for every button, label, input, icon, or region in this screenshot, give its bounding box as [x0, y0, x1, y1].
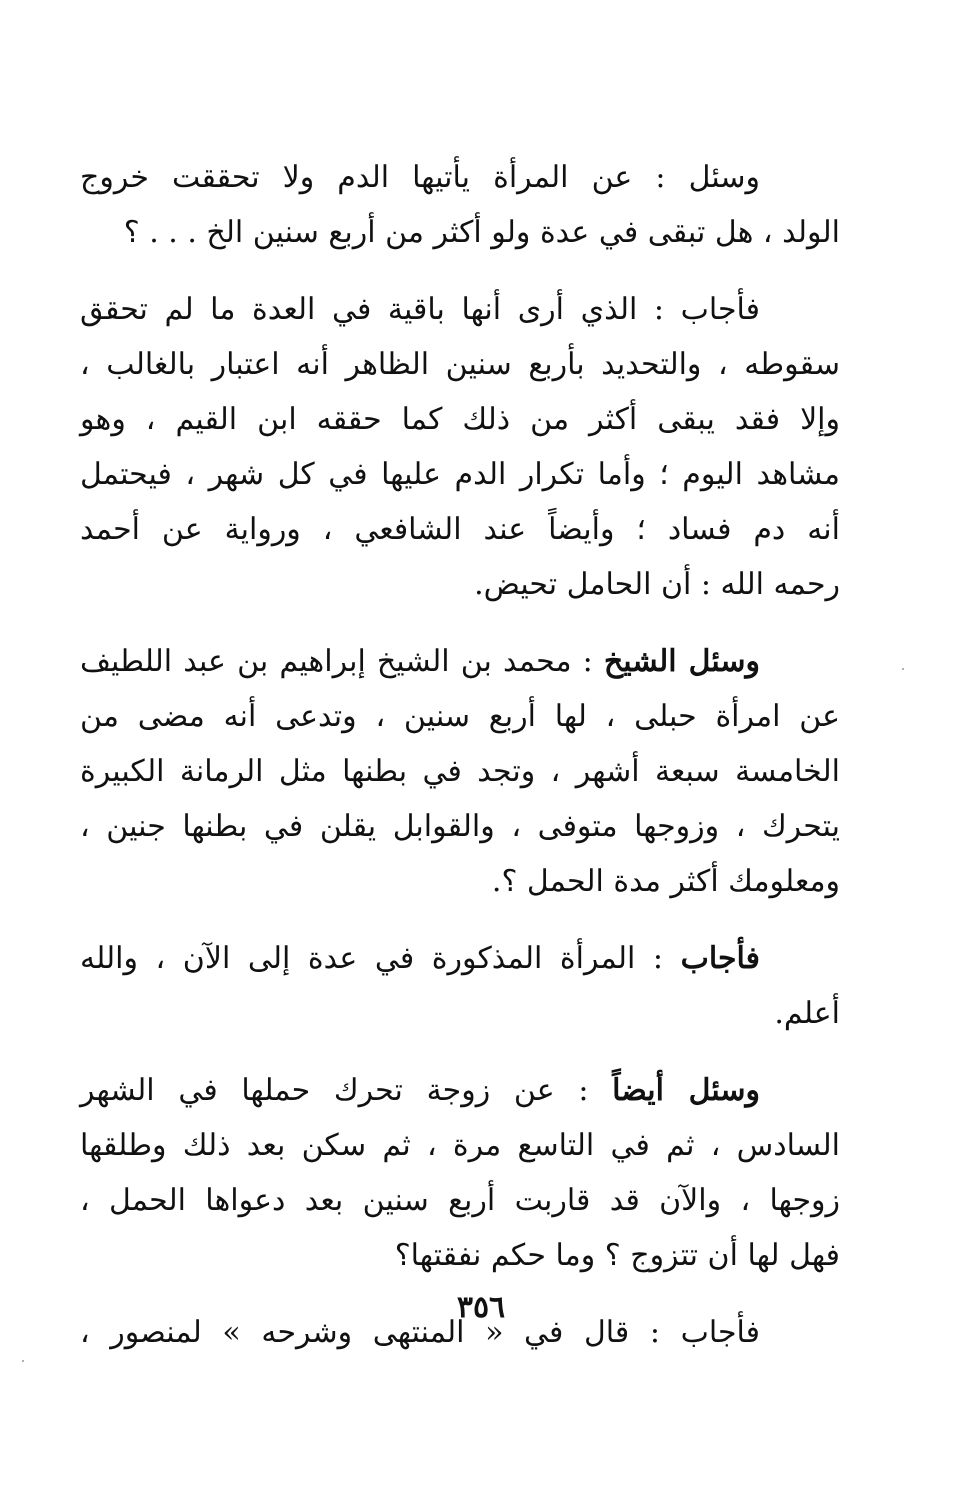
- question-lead: وسئل أيضاً: [612, 1073, 760, 1108]
- question-paragraph: [80, 634, 840, 909]
- page-body: [80, 150, 840, 1382]
- text-line: ومعلومك أكثر مدة الحمل ؟.: [491, 864, 840, 899]
- text-line: سقوطه ، والتحديد بأربع سنين الظاهر أنه اعتبار بالغالب ،: [80, 347, 840, 382]
- text-line: الخامسة سبعة أشهر ، وتجد في بطنها مثل الرمانة الكبيرة: [80, 754, 840, 789]
- scan-speck: [902, 668, 904, 670]
- text-line: أنه دم فساد ؛ وأيضاً عند الشافعي ، ورواية عن أحمد: [80, 512, 840, 547]
- text-line: يتحرك ، وزوجها متوفى ، والقوابل يقلن في بطنها جنين ،: [80, 809, 840, 844]
- line-text: : عن زوجة تحرك حملها في الشهر: [80, 1073, 613, 1108]
- question-lead: وسئل الشيخ: [603, 644, 761, 679]
- answer-lead: فأجاب: [680, 941, 760, 976]
- text-line: رحمه الله : أن الحامل تحيض.: [474, 567, 840, 602]
- text-line: الولد ، هل تبقى في عدة ولو أكثر من أربع سنين الخ . . . ؟: [123, 215, 840, 250]
- scan-speck: [22, 1360, 24, 1362]
- line-text: : الذي أرى أنها باقية في العدة ما لم تحقق: [80, 292, 681, 327]
- text-line: [80, 634, 840, 689]
- question-paragraph: [80, 150, 840, 260]
- text-line: فهل لها أن تتزوج ؟ وما حكم نفقتها؟: [394, 1238, 840, 1273]
- text-line: السادس ، ثم في التاسع مرة ، ثم سكن بعد ذلك وطلقها: [80, 1128, 840, 1163]
- text-line: [80, 282, 840, 337]
- question-paragraph: [80, 1063, 840, 1283]
- page-number: ٣٥٦: [456, 1290, 506, 1325]
- text-line: [80, 1063, 840, 1118]
- answer-paragraph: [80, 931, 840, 1041]
- line-text: : محمد بن الشيخ إبراهيم بن عبد اللطيف: [80, 644, 604, 679]
- text-line: عن امرأة حبلى ، لها أربع سنين ، وتدعى أنه مضى من: [80, 699, 840, 734]
- answer-lead: فأجاب: [680, 1315, 760, 1350]
- text-line: [80, 931, 840, 986]
- answer-paragraph: [80, 282, 840, 612]
- text-line: زوجها ، والآن قد قاربت أربع سنين بعد دعواها الحمل ،: [80, 1183, 840, 1218]
- text-line: مشاهد اليوم ؛ وأما تكرار الدم عليها في كل شهر ، فيحتمل: [80, 457, 840, 492]
- line-text: : عن المرأة يأتيها الدم ولا تحققت خروج: [80, 160, 689, 195]
- text-line: أعلم.: [774, 996, 840, 1031]
- line-text: : قال في « المنتهى وشرحه » لمنصور ،: [80, 1315, 681, 1350]
- text-line: [80, 150, 840, 205]
- text-line: وإلا فقد يبقى أكثر من ذلك كما حققه ابن القيم ، وهو: [80, 402, 840, 437]
- line-text: : المرأة المذكورة في عدة إلى الآن ، والله: [80, 941, 681, 976]
- answer-lead: فأجاب: [680, 292, 760, 327]
- question-lead: وسئل: [688, 160, 760, 195]
